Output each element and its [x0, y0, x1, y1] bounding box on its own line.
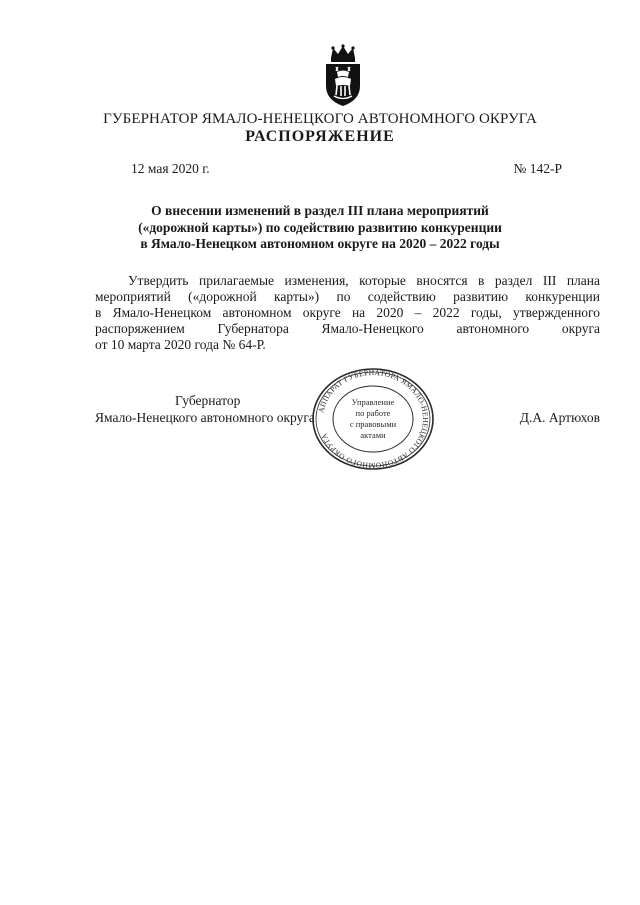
body-line: Утвердить прилагаемые изменения, которые вносятся в раздел III плана: [128, 273, 600, 288]
document-date: 12 мая 2020 г.: [131, 161, 210, 176]
document-body: [95, 273, 600, 353]
stamp-center-line: по работе: [355, 408, 391, 418]
body-line: от 10 марта 2020 года № 64-Р.: [95, 337, 266, 352]
official-stamp: [310, 367, 436, 471]
document-number: № 142-Р: [513, 161, 562, 176]
stamp-ring-text: АППАРАТ ГУБЕРНАТОРА ЯМАЛО-НЕНЕЦКОГО АВТОНОМНОГО ОКРУГА: [316, 367, 431, 471]
signatory-title-line2: Ямало-Ненецкого автономного округа: [95, 410, 315, 425]
subject-line: в Ямало-Ненецком автономном округе на 2020 – 2022 годы: [140, 236, 500, 251]
signatory-name: Д.А. Артюхов: [519, 410, 600, 425]
body-line: в Ямало-Ненецком автономном округе на 2020 – 2022 годы, утвержденного: [95, 305, 600, 320]
coat-of-arms-icon: [322, 44, 364, 108]
document-subject: [0, 203, 640, 253]
body-line: распоряжением Губернатора Ямало-Ненецкого автономного округа: [95, 321, 600, 336]
subject-line: О внесении изменений в раздел III плана мероприятий: [151, 203, 489, 218]
stamp-center-line: с правовыми: [349, 419, 397, 429]
subject-line: («дорожной карты») по содействию развитию конкуренции: [138, 219, 502, 235]
document-type-heading: РАСПОРЯЖЕНИЕ: [245, 128, 395, 145]
signatory-title-line1: Губернатор: [175, 393, 241, 408]
body-line: мероприятий («дорожной карты») по содействию развитию конкуренции: [95, 289, 600, 304]
stamp-center-line: Управление: [351, 397, 395, 407]
stamp-center-line: актами: [360, 430, 386, 440]
organization-title: ГУБЕРНАТОР ЯМАЛО-НЕНЕЦКОГО АВТОНОМНОГО ОКРУГА: [103, 111, 537, 127]
